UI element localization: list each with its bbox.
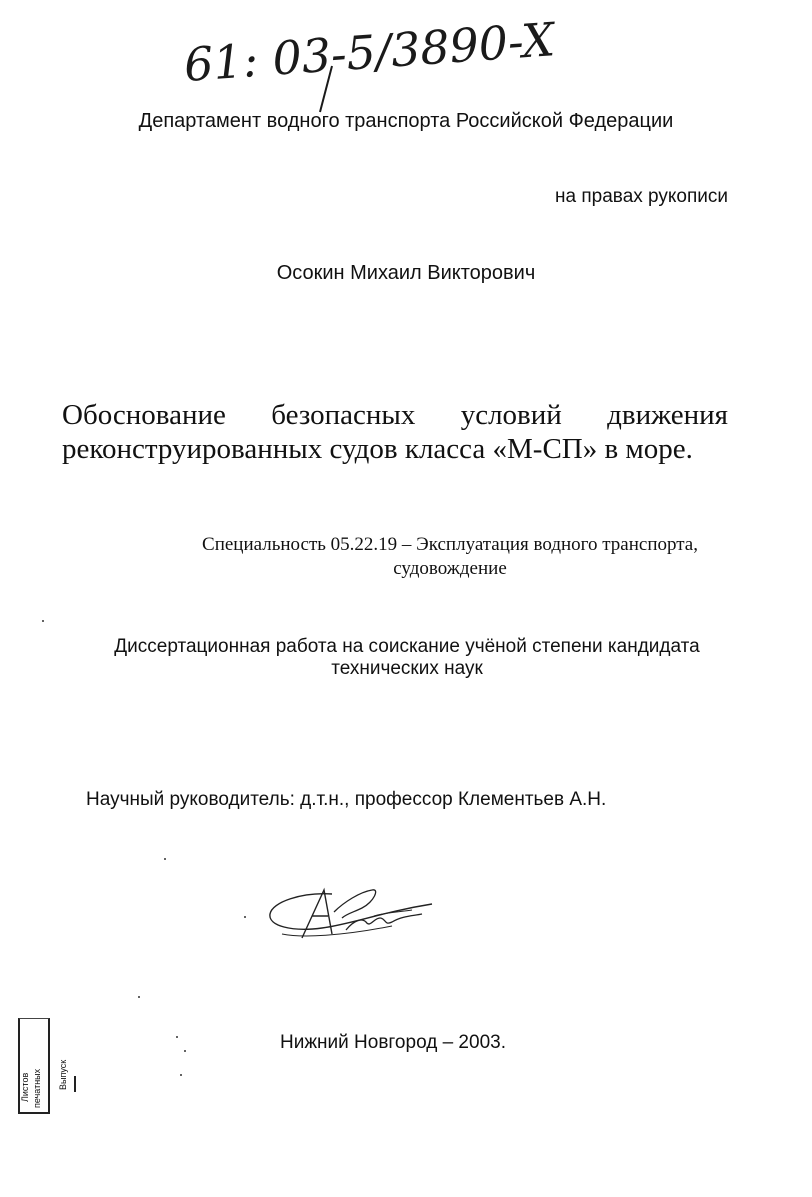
scan-speck — [184, 1050, 186, 1052]
title-word: движения — [607, 399, 728, 431]
scan-speck — [176, 1036, 178, 1038]
specialty-line-1: Специальность 05.22.19 – Эксплуатация водного транспорта, — [202, 534, 698, 555]
library-stamp — [18, 1018, 88, 1118]
stamp-label-sheets: Листов — [20, 1072, 30, 1102]
stamp-label-printed: печатных — [32, 1068, 42, 1108]
manuscript-note: на правах рукописи — [555, 186, 728, 207]
title-line-2: реконструированных судов класса «М-СП» в море. — [62, 433, 693, 465]
scientific-supervisor: Научный руководитель: д.т.н., профессор Клементьев А.Н. — [86, 789, 607, 810]
handwritten-archive-number — [182, 8, 557, 118]
title-word: безопасных — [271, 399, 416, 431]
degree-line-2: технических наук — [331, 658, 483, 679]
stamp-mark — [74, 1076, 76, 1092]
scan-speck — [164, 858, 166, 860]
degree-line-1: Диссертационная работа на соискание учёной степени кандидата — [114, 636, 700, 657]
stamp-label-issue: Выпуск — [58, 1059, 68, 1090]
scan-speck — [138, 996, 140, 998]
specialty-line-2: судовождение — [393, 558, 507, 579]
specialty — [180, 533, 720, 581]
author-name: Осокин Михаил Викторович — [276, 262, 536, 284]
scan-speck — [180, 1074, 182, 1076]
place-and-year: Нижний Новгород – 2003. — [280, 1032, 506, 1053]
title-word: условий — [460, 399, 562, 431]
signature — [262, 872, 442, 952]
department-heading: Департамент водного транспорта Российской Федерации — [138, 110, 674, 132]
dissertation-title — [62, 398, 728, 466]
scan-speck — [244, 916, 246, 918]
title-word: Обоснование — [62, 399, 226, 431]
degree-statement — [60, 636, 754, 680]
title-line-1 — [62, 398, 728, 432]
scan-speck — [42, 620, 44, 622]
archive-number-text: 61: 03-5/3890-X — [182, 12, 557, 92]
